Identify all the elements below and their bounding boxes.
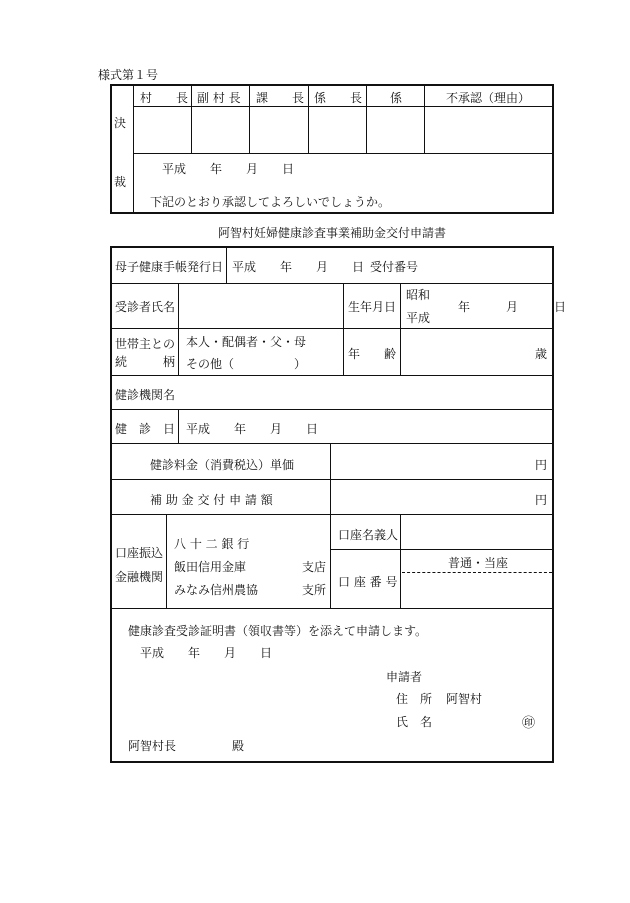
approval-side-label-top: 決 bbox=[114, 116, 127, 130]
reception-number-label: 受付番号 bbox=[370, 260, 419, 274]
fee-label: 健診料金（消費税込）単価 bbox=[150, 458, 295, 472]
address-label: 住 所 bbox=[396, 692, 433, 706]
birth-era-heisei: 平成 bbox=[406, 311, 431, 325]
examinee-name-field[interactable] bbox=[180, 285, 340, 327]
header-deputy-head: 副 村 長 bbox=[197, 91, 241, 105]
birth-era-showa: 昭和 bbox=[406, 288, 431, 302]
account-type[interactable]: 普通・当座 bbox=[448, 556, 509, 570]
header-staff: 係 bbox=[390, 91, 403, 105]
clinic-name-label: 健診機関名 bbox=[115, 388, 176, 402]
seal-mark: ㊞ bbox=[522, 716, 536, 731]
relation-option-1[interactable]: 本人・配偶者・父・母 bbox=[186, 335, 307, 349]
header-village-head: 村 長 bbox=[140, 91, 189, 105]
statement-text: 健康診査受診証明書（領収書等）を添えて申請します。 bbox=[128, 624, 428, 638]
fee-unit: 円 bbox=[535, 458, 548, 472]
approval-side-label-bottom: 裁 bbox=[114, 175, 127, 189]
approval-note: 下記のとおり承認してよろしいでしょうか。 bbox=[150, 195, 391, 209]
bank-label-1: 口座振込 bbox=[115, 546, 164, 560]
bank-option-nokyo[interactable]: みなみ信州農協 bbox=[174, 583, 259, 597]
applicant-label: 申請者 bbox=[386, 670, 423, 684]
branch-label-shisho: 支所 bbox=[302, 583, 327, 597]
exam-date-value: 平成 年 月 日 bbox=[186, 422, 319, 436]
addressee: 阿智村長 bbox=[128, 739, 177, 753]
birth-date-label: 生年月日 bbox=[348, 300, 397, 314]
amount-unit: 円 bbox=[535, 493, 548, 507]
header-rejection-reason: 不承認（理由） bbox=[446, 91, 531, 105]
account-holder-label: 口座名義人 bbox=[338, 528, 399, 542]
age-label: 年 齢 bbox=[348, 347, 397, 361]
bank-option-82[interactable]: 八 十 二 銀 行 bbox=[174, 537, 250, 551]
relation-option-2[interactable]: その他（ ） bbox=[186, 357, 307, 371]
bank-label-2: 金融機関 bbox=[115, 570, 164, 584]
addressee-honorific: 殿 bbox=[232, 739, 245, 753]
examinee-name-label: 受診者氏名 bbox=[115, 300, 176, 314]
header-section-chief: 課 長 bbox=[256, 91, 305, 105]
approval-date: 平成 年 月 日 bbox=[162, 162, 295, 176]
exam-date-label: 健 診 日 bbox=[115, 422, 176, 436]
clinic-name-field[interactable] bbox=[180, 377, 550, 408]
header-unit-chief: 係 長 bbox=[314, 91, 363, 105]
relation-label-1: 世帯主との bbox=[115, 337, 176, 351]
branch-label-shiten: 支店 bbox=[302, 560, 327, 574]
application-date: 平成 年 月 日 bbox=[140, 646, 273, 660]
applicant-name-label: 氏 名 bbox=[396, 715, 433, 729]
account-number-label: 口 座 番 号 bbox=[338, 575, 398, 589]
age-unit: 歳 bbox=[535, 347, 548, 361]
form-number: 様式第１号 bbox=[98, 68, 159, 82]
relation-label-2: 続 柄 bbox=[115, 355, 176, 369]
techo-date-label: 母子健康手帳発行日 bbox=[115, 260, 224, 274]
birth-date-value: 年 月 日 bbox=[458, 300, 567, 314]
bank-option-iida[interactable]: 飯田信用金庫 bbox=[174, 560, 247, 574]
page-title: 阿智村妊婦健康診査事業補助金交付申請書 bbox=[218, 226, 447, 240]
techo-date-value: 平成 年 月 日 bbox=[232, 260, 365, 274]
amount-label: 補 助 金 交 付 申 請 額 bbox=[150, 493, 273, 507]
address-value: 阿智村 bbox=[446, 692, 483, 706]
